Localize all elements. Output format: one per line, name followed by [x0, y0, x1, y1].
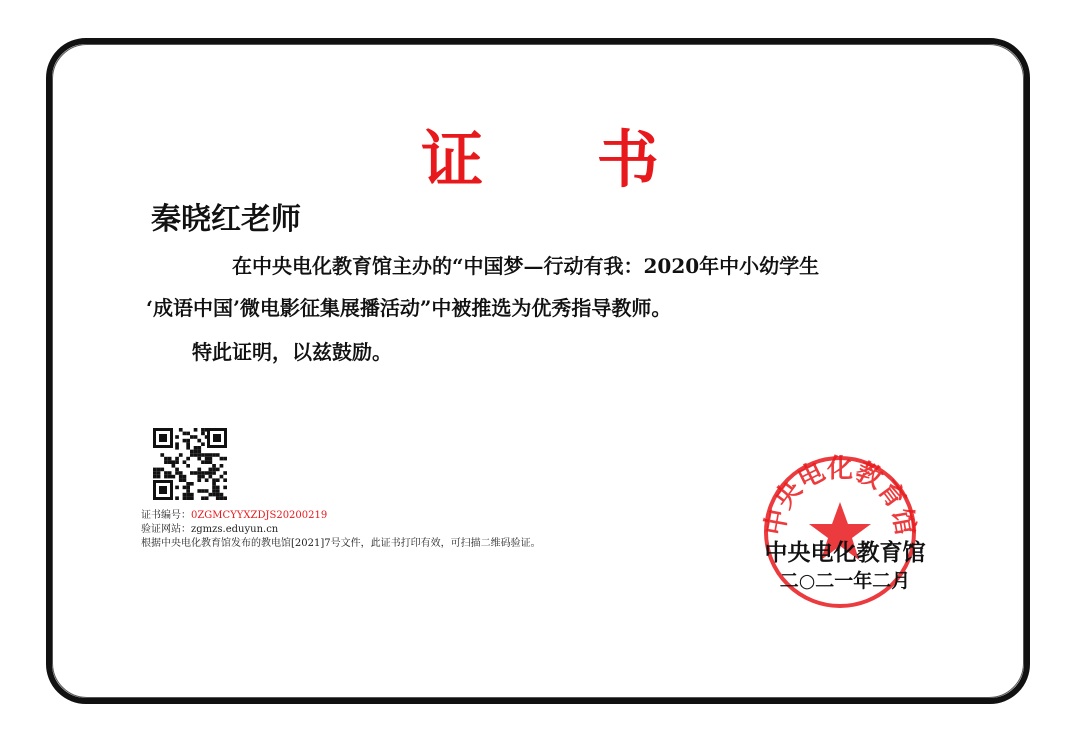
certificate-number	[141, 506, 327, 521]
body-line-3: 特此证明，以兹鼓励。	[192, 340, 392, 364]
body-line-1: 在中央电化教育馆主办的“中国梦—行动有我：2020年中小幼学生	[232, 254, 820, 278]
seal-text: 中央电化教育馆	[760, 454, 920, 538]
certificate-number-value: 0ZGMCYYXZDJS20200219	[191, 510, 328, 521]
verify-website: 验证网站：zgmzs.eduyun.cn	[141, 524, 279, 535]
issue-date: 二○二一年二月	[779, 570, 911, 592]
qr-code-icon[interactable]	[153, 428, 227, 500]
validity-note: 根据中央电化教育馆发布的教电馆[2021]7号文件，此证书打印有效，可扫描二维码验证。	[141, 538, 541, 549]
body-line-2: ‘成语中国’微电影征集展播活动”中被推选为优秀指导教师。	[146, 296, 672, 320]
issuer-name: 中央电化教育馆	[764, 539, 926, 566]
recipient-name: 秦晓红老师	[151, 202, 301, 237]
certificate-number-label: 证书编号：	[141, 510, 191, 521]
certificate-title: 证 书	[421, 123, 705, 196]
